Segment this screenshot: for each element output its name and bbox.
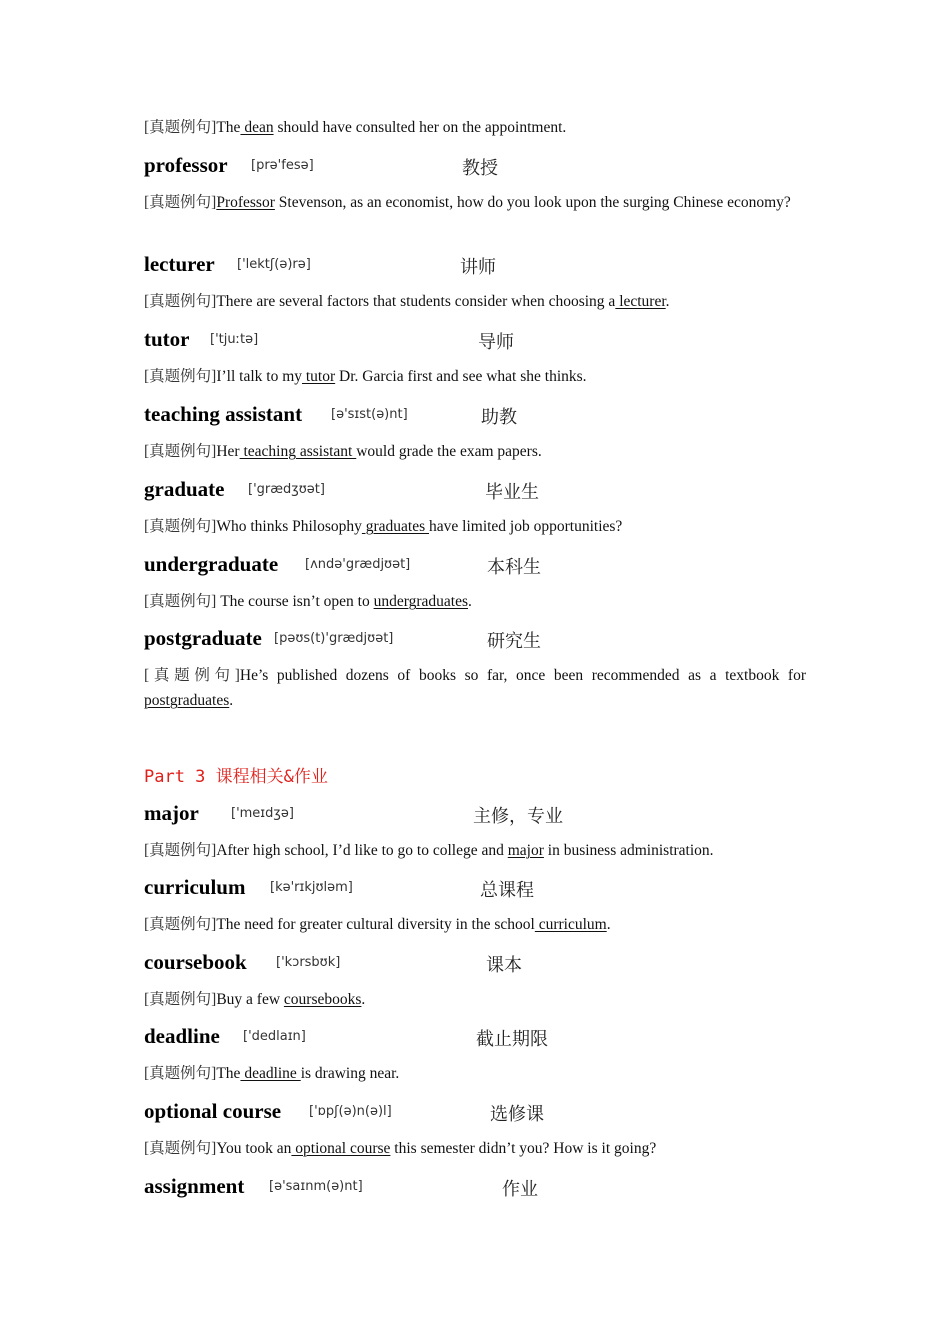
example-sentence [144,589,806,614]
example-text: The [216,1065,241,1082]
vocab-translation: 截止期限 [476,1029,548,1050]
vocab-translation: 作业 [502,1179,538,1200]
example-tag: [真题例句] [144,194,217,211]
vocab-word: coursebook [144,950,247,974]
example-tag: [真题例句] [144,368,217,385]
example-tag: [真题例句] [144,991,217,1008]
example-text: Who thinks Philosophy [216,518,362,535]
vocab-phonetic: ['tjuːtə] [210,332,259,347]
example-tag: [真题例句] [144,1065,217,1082]
vocab-entry [144,477,806,507]
vocab-phonetic: ['meɪdʒə] [231,806,294,821]
vocab-entry [144,626,806,656]
vocab-translation: 研究生 [487,631,541,652]
vocab-word: assignment [144,1174,245,1198]
vocab-phonetic: [ə'sɪst(ə)nt] [331,407,408,422]
example-sentence [144,663,806,713]
vocab-entry [144,950,806,980]
example-text: have limited job opportunities? [429,518,623,535]
vocab-entry [144,875,806,905]
vocab-entry [144,252,806,282]
example-text: Buy a few [216,991,284,1008]
vocab-entry [144,552,806,582]
highlighted-word: Professor [216,194,275,211]
highlighted-word: undergraduates [373,593,468,610]
vocab-phonetic: [kə'rɪkjʊləm] [270,880,353,895]
vocab-phonetic: ['lektʃ(ə)rə] [237,257,311,272]
vocab-word: optional course [144,1099,282,1123]
vocab-phonetic: ['dedlaɪn] [243,1029,306,1044]
example-text: is drawing near. [300,1065,400,1082]
vocab-translation: 导师 [478,332,514,353]
vocab-word: undergraduate [144,552,279,576]
example-tag: [真题例句] [144,667,240,684]
vocab-word: lecturer [144,252,215,276]
example-tag: [真题例句] [144,1140,217,1157]
example-text: . [665,293,670,310]
example-text: Stevenson, as an economist, how do you look upon the surging Chinese economy? [274,194,791,211]
vocab-translation: 本科生 [487,557,541,578]
highlighted-word: teaching assistant [239,443,357,460]
example-text: There are several factors that students consider when choosing a [216,293,616,310]
vocab-entry [144,1174,806,1204]
example-text: . [361,991,366,1008]
vocab-phonetic: [ʌndə'grædjʊət] [305,557,411,572]
vocab-translation: 总课程 [480,880,534,901]
vocab-word: graduate [144,477,225,501]
vocab-entry [144,402,806,432]
example-text: The course isn’t open to [216,593,374,610]
vocab-word: postgraduate [144,626,262,650]
vocab-translation: 主修，专业 [473,806,563,827]
highlighted-word: coursebooks [283,991,362,1008]
highlighted-word: tutor [302,368,336,385]
vocab-translation: 讲师 [460,257,496,278]
example-text: Dr. Garcia first and see what she thinks. [335,368,587,385]
highlighted-word: curriculum [534,916,607,933]
example-tag: [真题例句] [144,842,217,859]
example-text: The need for greater cultural diversity in the school [216,916,535,933]
example-text: After high school, I’d like to go to college and [216,842,508,859]
example-text: should have consulted her on the appointment. [273,119,567,136]
vocab-phonetic: ['ɒpʃ(ə)n(ə)l] [309,1104,392,1119]
example-text: would grade the exam papers. [356,443,542,460]
example-tag: [真题例句] [144,916,217,933]
example-text: You took an [216,1140,292,1157]
vocab-phonetic: ['grædʒʊət] [248,482,325,497]
example-sentence [144,514,806,539]
vocab-phonetic: [pəʊs(t)'grædjʊət] [274,631,394,646]
vocab-entry [144,327,806,357]
example-text: The [216,119,241,136]
vocab-entry [144,801,806,831]
vocab-translation: 课本 [486,955,522,976]
highlighted-word: dean [240,119,274,136]
example-text: . [229,692,234,709]
vocab-word: professor [144,153,228,177]
vocab-phonetic: [ə'saɪnm(ə)nt] [269,1179,363,1194]
highlighted-word: lecturer [615,293,666,310]
example-sentence [144,838,806,863]
highlighted-word: graduates [361,518,430,535]
vocab-translation: 毕业生 [485,482,539,503]
example-sentence [144,289,806,314]
vocab-word: teaching assistant [144,402,303,426]
vocab-word: tutor [144,327,190,351]
highlighted-word: deadline [240,1065,301,1082]
example-tag: [真题例句] [144,293,217,310]
vocab-entry [144,1099,806,1129]
example-text: in business administration. [543,842,714,859]
example-tag: [真题例句] [144,593,217,610]
vocab-translation: 选修课 [490,1104,544,1125]
example-tag: [真题例句] [144,518,217,535]
example-text: this semester didn’t you? How is it going? [390,1140,657,1157]
example-text: . [468,593,472,610]
example-sentence [144,364,806,389]
vocab-word: deadline [144,1024,220,1048]
vocab-translation: 教授 [462,158,498,179]
example-sentence [144,912,806,937]
vocab-translation: 助教 [481,407,517,428]
vocab-entry [144,153,806,183]
example-tag: [真题例句] [144,443,217,460]
highlighted-word: postgraduates [144,692,230,709]
example-text: He’s published dozens of books so far, once been recommended as a textbook for [239,667,806,684]
vocab-word: curriculum [144,875,246,899]
example-sentence [144,115,806,140]
example-tag: [真题例句] [144,119,217,136]
example-sentence [144,987,806,1012]
example-sentence [144,190,806,215]
highlighted-word: optional course [291,1140,391,1157]
highlighted-word: major [507,842,544,859]
vocab-phonetic: [prə'fesə] [251,158,314,173]
vocab-phonetic: ['kɔrsbʊk] [276,955,341,970]
example-sentence [144,1061,806,1086]
vocab-entry [144,1024,806,1054]
example-sentence [144,439,806,464]
vocab-word: major [144,801,199,825]
example-text: . [606,916,611,933]
example-sentence [144,1136,806,1161]
section-heading: Part 3 课程相关&作业 [144,767,328,787]
example-text: I’ll talk to my [216,368,302,385]
example-text: Her [216,443,240,460]
